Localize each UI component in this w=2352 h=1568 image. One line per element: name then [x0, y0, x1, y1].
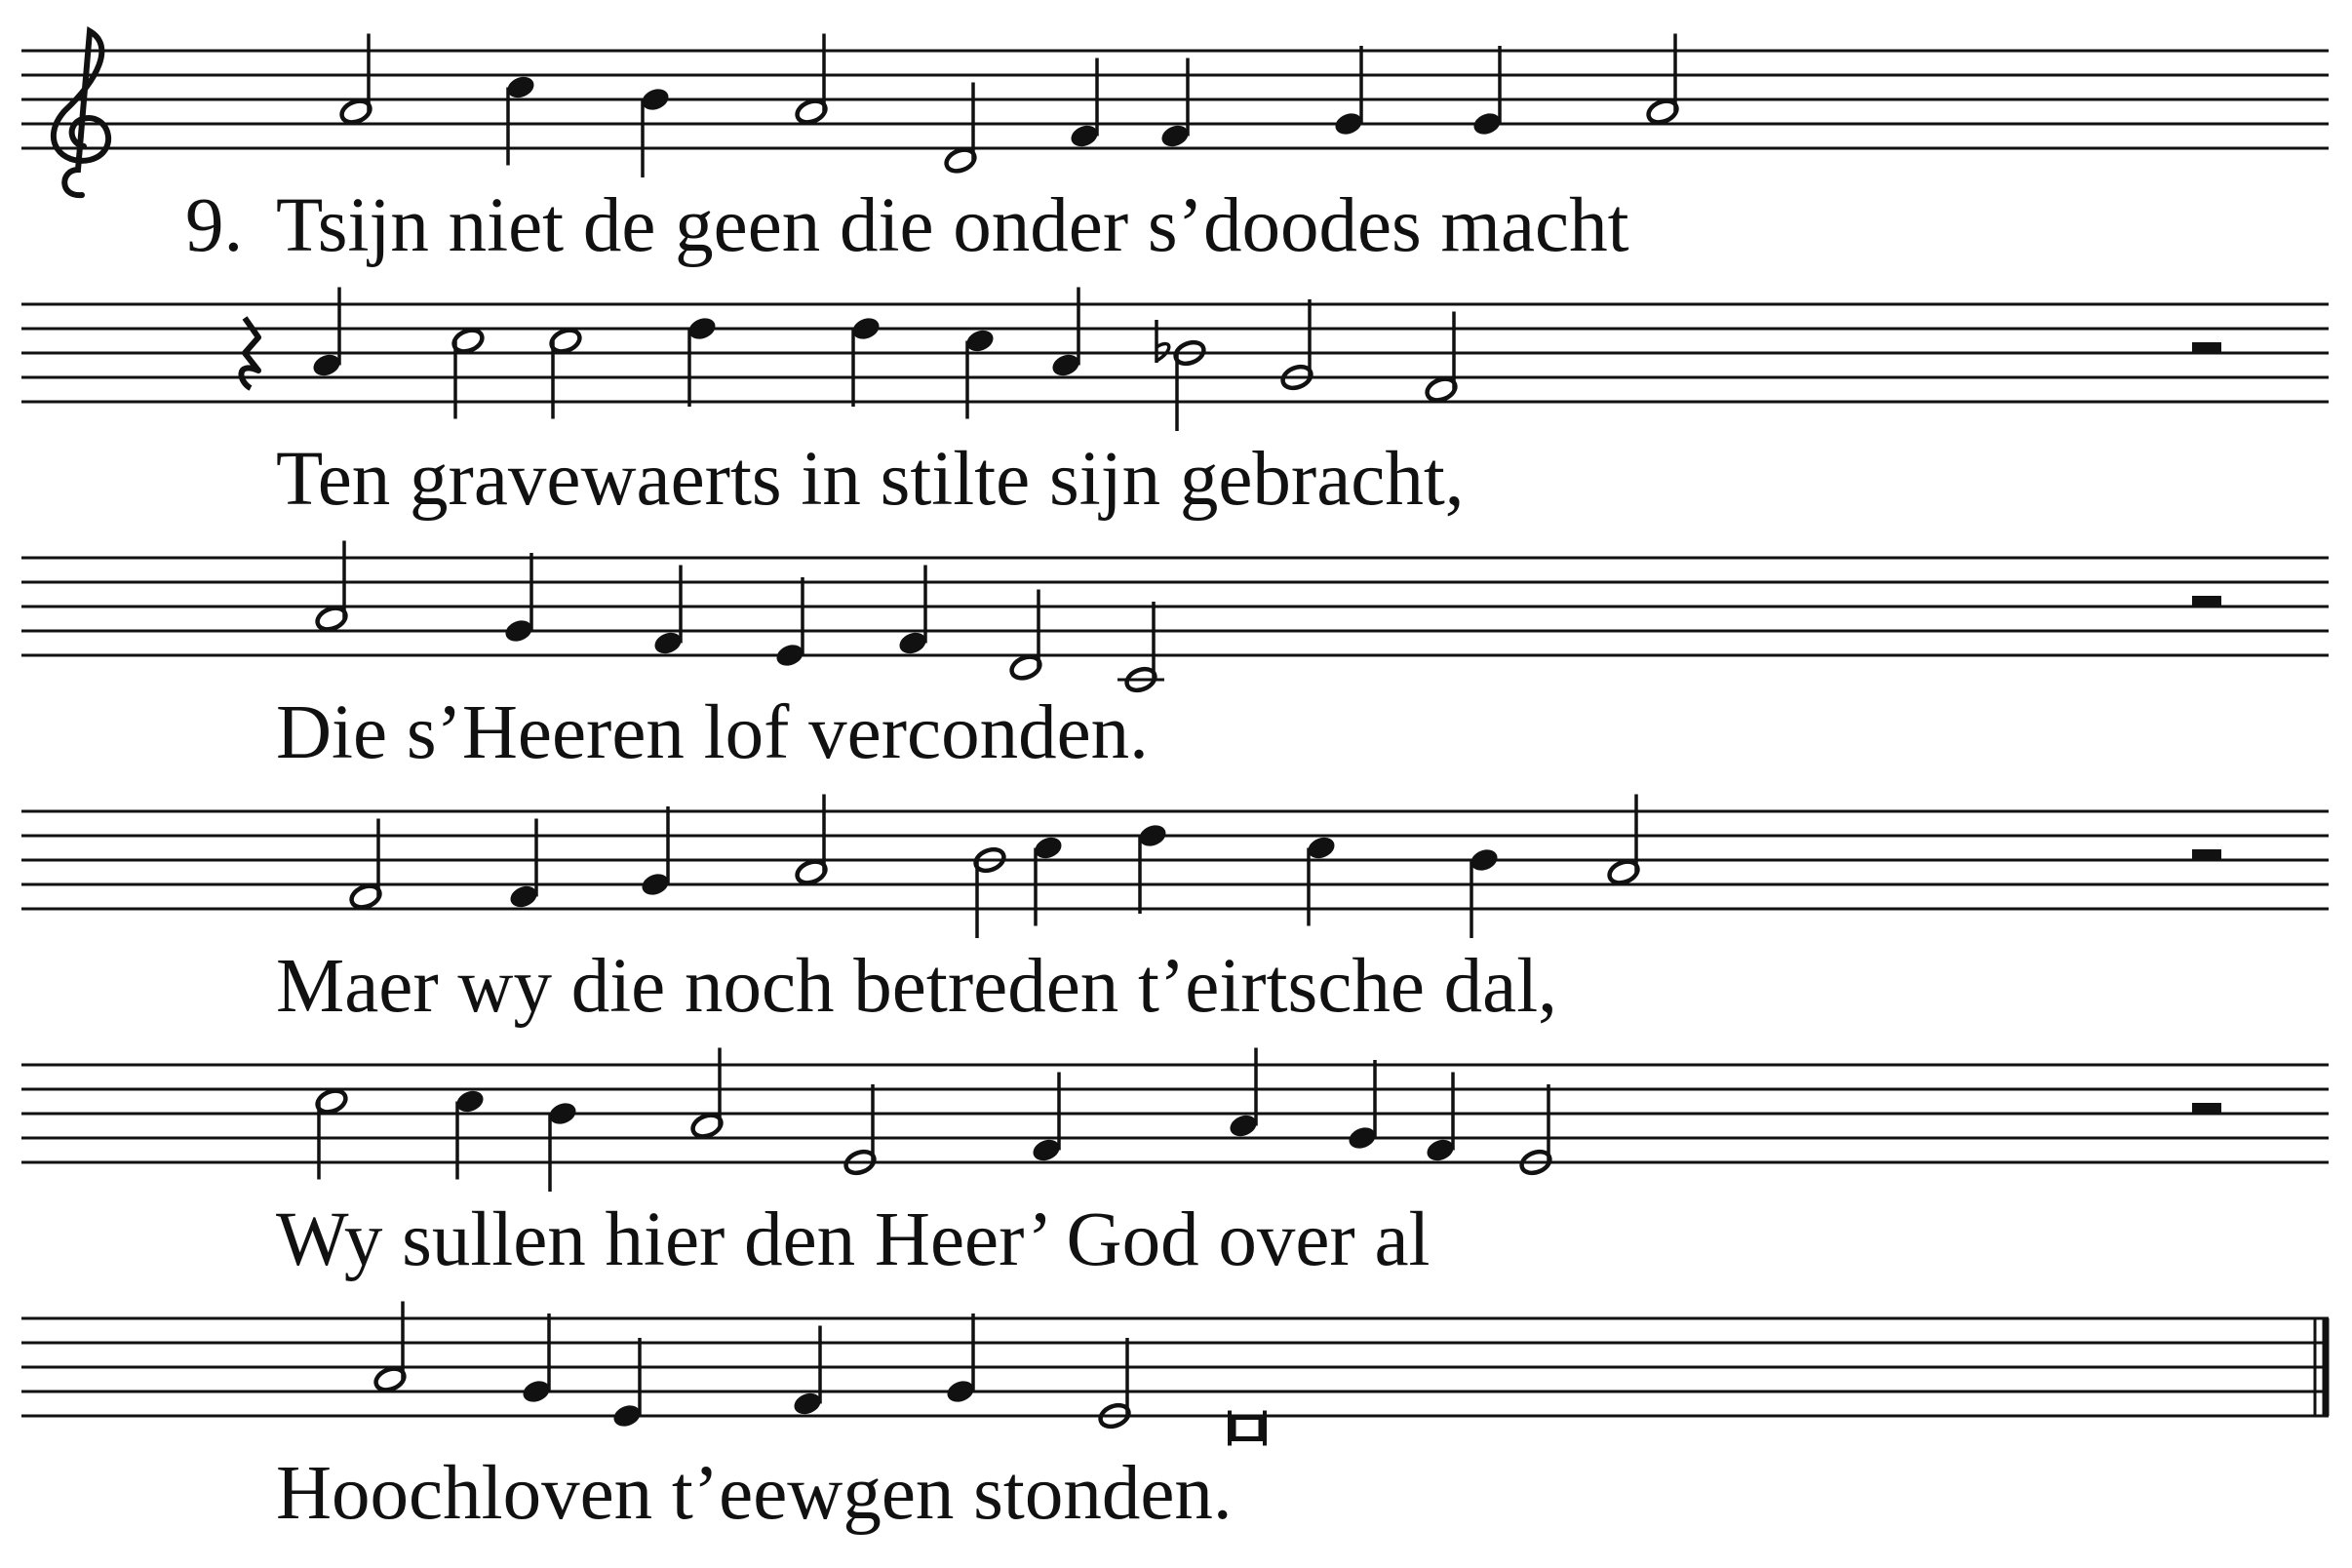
lyric-line-4: Maer wy die noch betreden t’eirtsche dal,	[276, 944, 1557, 1029]
staff-system-6	[21, 1302, 2329, 1446]
lyric-line-3: Die s’Heeren lof verconden.	[276, 690, 1149, 775]
half-rest	[2192, 342, 2221, 353]
staff-system-1	[21, 31, 2329, 195]
half-rest	[2192, 849, 2221, 860]
lyric-line-6: Hoochloven t’eewgen stonden.	[276, 1451, 1233, 1536]
treble-clef	[54, 31, 108, 195]
staff-system-5	[21, 1048, 2329, 1193]
staff-system-2	[21, 288, 2329, 432]
staff-system-4	[21, 795, 2329, 939]
lyric-line-2: Ten gravewaerts in stilte sijn gebracht,	[276, 437, 1465, 522]
half-rest	[2192, 596, 2221, 607]
staff-system-3	[21, 541, 2329, 694]
half-rest	[2192, 1103, 2221, 1114]
verse-number: 9.	[185, 183, 244, 268]
note-7-breve-head	[1234, 1418, 1261, 1439]
lyric-line-1: Tsijn niet de geen die onder s’doodes macht	[276, 183, 1629, 268]
lyric-line-5: Wy sullen hier den Heer’ God over al	[276, 1197, 1431, 1282]
